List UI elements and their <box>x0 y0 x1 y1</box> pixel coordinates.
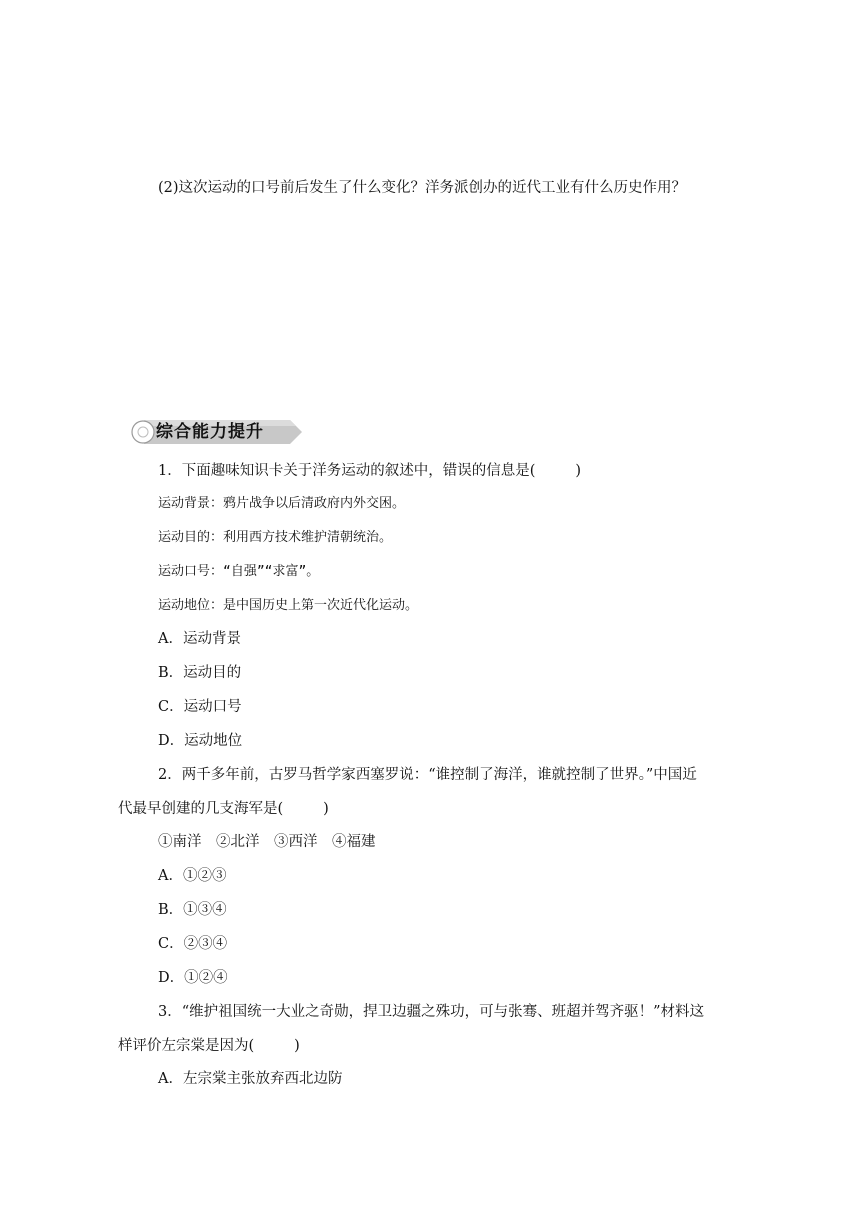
question-2-stem-line1: 2．两千多年前，古罗马哲学家西塞罗说：“谁控制了海洋，谁就控制了世界。”中国近 <box>158 767 697 783</box>
option-d: D．运动地位 <box>158 733 243 749</box>
option-a: A．左宗棠主张放弃西北边防 <box>158 1071 343 1087</box>
card-line-status: 运动地位：是中国历史上第一次近代化运动。 <box>158 598 419 613</box>
card-line-slogan: 运动口号：“自强”“求富”。 <box>158 564 320 579</box>
option-b: B．①③④ <box>158 902 227 918</box>
question-2-items: ①南洋 ②北洋 ③西洋 ④福建 <box>158 834 376 850</box>
question-1-stem: 1．下面趣味知识卡关于洋务运动的叙述中，错误的信息是( ) <box>158 463 582 479</box>
option-c: C．②③④ <box>158 936 228 952</box>
option-d: D．①②④ <box>158 970 228 986</box>
question-3-stem-line2: 样评价左宗棠是因为( ) <box>118 1038 300 1054</box>
question-2-stem-line2: 代最早创建的几支海军是( ) <box>118 801 329 817</box>
card-line-purpose: 运动目的：利用西方技术维护清朝统治。 <box>158 530 393 545</box>
question-text: (2)这次运动的口号前后发生了什么变化？洋务派创办的近代工业有什么历史作用？ <box>158 180 687 196</box>
option-b: B．运动目的 <box>158 665 242 681</box>
section-title: 综合能力提升 <box>156 422 264 442</box>
section-banner <box>130 417 304 447</box>
card-line-background: 运动背景：鸦片战争以后清政府内外交困。 <box>158 496 406 511</box>
option-a: A．运动背景 <box>158 631 241 647</box>
option-c: C．运动口号 <box>158 699 242 715</box>
question-3-stem-line1: 3．“维护祖国统一大业之奇勋，捍卫边疆之殊功，可与张骞、班超并驾齐驱！”材料这 <box>158 1004 705 1020</box>
option-a: A．①②③ <box>158 868 227 884</box>
